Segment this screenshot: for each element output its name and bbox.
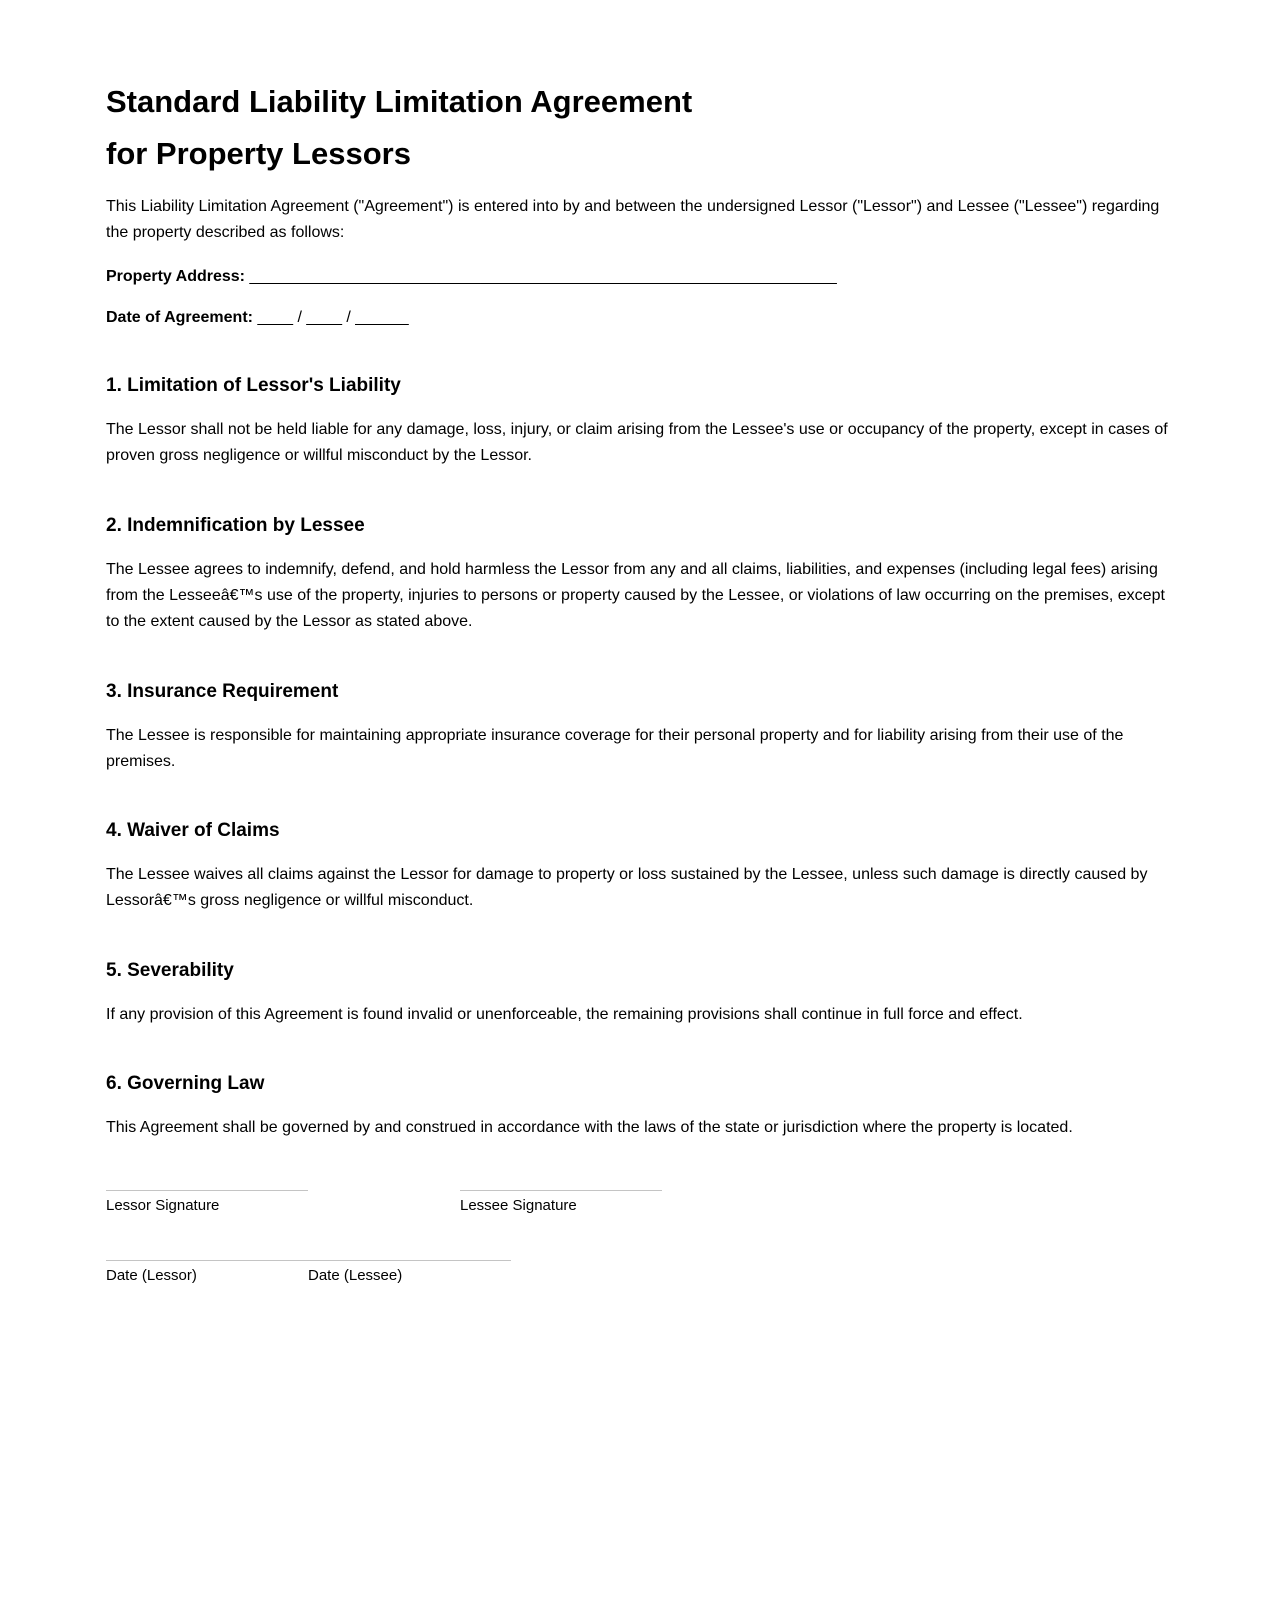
date-of-agreement-blank: ____ / ____ / ______ — [257, 309, 409, 326]
section-waiver-of-claims — [106, 819, 1176, 909]
property-address-field — [106, 266, 837, 288]
section-heading: 1. Limitation of Lessor's Liability — [106, 375, 401, 396]
section-body: The Lessee agrees to indemnify, defend, and hold harmless the Lessor from any and all claims, liabilities, and expenses (including legal fees) arising from the Lesseeâ€™s use of the property, injuries to persons or property caused by the Lessee, or violations of law occurring on the premises, except to the extent caused by the Lessor as stated above. — [106, 561, 1165, 630]
section-body: The Lessee is responsible for maintaining appropriate insurance coverage for their personal property and for liability arising from their use of the premises. — [106, 727, 1124, 770]
section-severability — [106, 959, 1176, 1023]
document-title — [106, 76, 1006, 180]
section-body: This Agreement shall be governed by and construed in accordance with the laws of the state or jurisdiction where the property is located. — [106, 1119, 1073, 1136]
date-lessor-label: Date (Lessor) — [106, 1267, 197, 1284]
section-limitation-of-liability — [106, 374, 1176, 464]
section-heading: 2. Indemnification by Lessee — [106, 515, 365, 536]
date-of-agreement-label: Date of Agreement: — [106, 309, 253, 326]
section-body: The Lessee waives all claims against the Lessor for damage to property or loss sustained by the Lessee, unless such damage is directly caused by Lessorâ€™s gross negligence or willful misconduct. — [106, 866, 1148, 909]
title-line-1: Standard Liability Limitation Agreement — [106, 84, 693, 119]
section-body: The Lessor shall not be held liable for any damage, loss, injury, or claim arising from the Lessee's use or occupancy of the property, except in cases of proven gross negligence or willful misconduct by the Lessor. — [106, 421, 1168, 464]
section-body: If any provision of this Agreement is found invalid or unenforceable, the remaining provisions shall continue in full force and effect. — [106, 1006, 1023, 1023]
title-line-2: for Property Lessors — [106, 136, 411, 171]
lessee-signature-line — [460, 1190, 662, 1191]
section-heading: 5. Severability — [106, 960, 234, 981]
date-line — [106, 1260, 511, 1261]
property-address-blank: __________________________________________________________________ — [249, 268, 837, 285]
lessee-signature-label: Lessee Signature — [460, 1197, 577, 1214]
section-heading: 3. Insurance Requirement — [106, 681, 339, 702]
section-heading: 6. Governing Law — [106, 1073, 265, 1094]
intro-paragraph: This Liability Limitation Agreement ("Agreement") is entered into by and between the undersigned Lessor ("Lessor") and Lessee ("Lessee") regarding the property described as follows: — [106, 198, 1160, 241]
lessor-signature-label: Lessor Signature — [106, 1197, 220, 1214]
lessor-signature-line — [106, 1190, 308, 1191]
date-lessee-label: Date (Lessee) — [308, 1267, 403, 1284]
property-address-label: Property Address: — [106, 268, 245, 285]
date-of-agreement-field — [106, 307, 409, 329]
section-insurance-requirement — [106, 680, 1176, 770]
section-indemnification — [106, 514, 1176, 630]
section-heading: 4. Waiver of Claims — [106, 820, 280, 841]
section-governing-law — [106, 1072, 1176, 1136]
